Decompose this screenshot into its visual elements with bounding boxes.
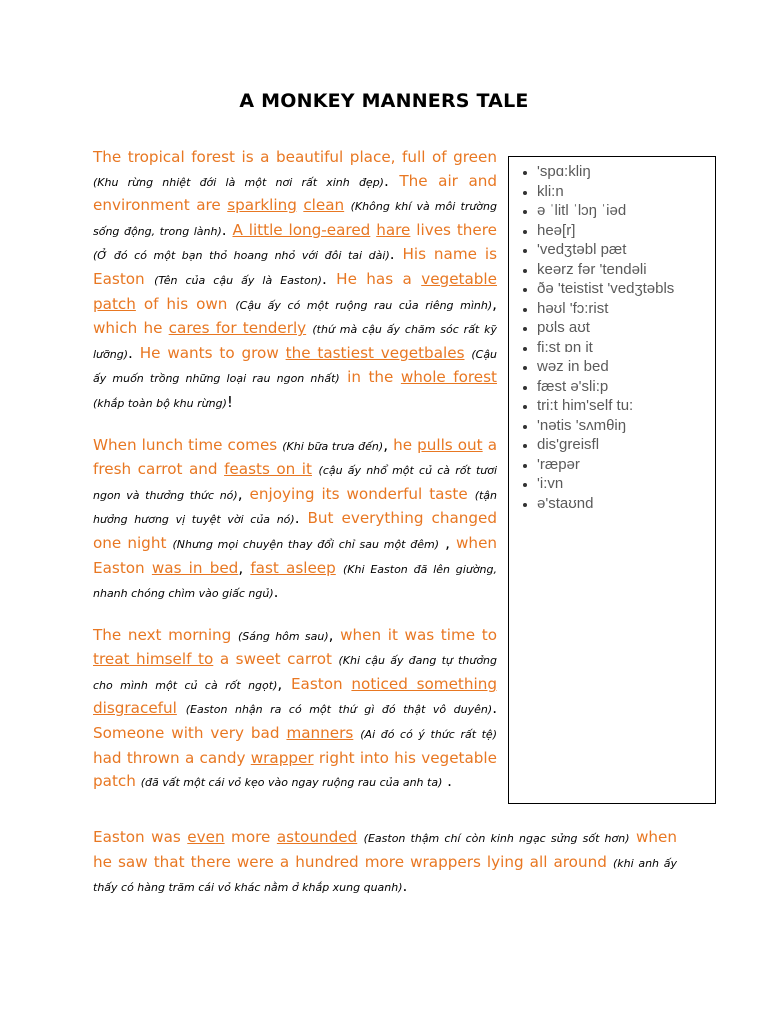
punct: . (294, 509, 300, 528)
text-run: when Easton (93, 533, 498, 577)
vocab-term: fast asleep (250, 558, 336, 577)
translation: (Nhưng mọi chuyện thay đổi chỉ sau một đêm) (172, 537, 439, 551)
vocab-term: was in bed (151, 558, 239, 577)
text-run: enjoying its wonderful taste (249, 484, 468, 503)
punct: , (277, 674, 283, 693)
text-run: Easton (290, 674, 343, 693)
translation: (Cậu ấy muốn trồng những loại rau ngon nhất) (93, 347, 498, 386)
vocab-term: noticed something (351, 674, 497, 693)
pronunciation-item: • 'ræpər (537, 455, 715, 475)
punct: , (383, 435, 389, 454)
pronunciation-item: • wəz in bed (537, 357, 715, 377)
punct: , (237, 484, 243, 503)
punct: . (321, 269, 327, 288)
pronunciation-item: • pʊls aʊt (537, 318, 715, 338)
pronunciation-item: • kli:n (537, 182, 715, 202)
vocab-term: cares for tenderly (168, 319, 307, 338)
punct: , (439, 533, 450, 552)
translation: (thứ mà cậu ấy chăm sóc rất kỹ lưỡng) (93, 323, 498, 361)
paragraph-3-continued (93, 826, 677, 900)
translation: (Ở đó có một bạn thỏ hoang nhỏ với đôi tai dài) (93, 249, 390, 263)
translation: (Tên của cậu ấy là Easton) (154, 273, 322, 287)
translation: (Khi bữa trưa đến) (282, 439, 384, 453)
paragraph-3 (93, 624, 497, 795)
text-run: a sweet carrot (219, 650, 332, 669)
translation: (khắp toàn bộ khu rừng) (93, 396, 227, 410)
translation: (cậu ấy nhổ một củ cà rốt tươi ngon và thưởng thức nó) (93, 464, 498, 502)
translation: (Easton nhận ra có một thứ gì đó thật vô duyên) (185, 703, 493, 717)
text-run: The tropical forest is a beautiful place, full of green (93, 148, 497, 166)
pronunciation-item: • 'vedʒtəbl pæt (537, 240, 715, 260)
vocab-term: feasts on it (224, 460, 312, 479)
vocab-term: even (187, 828, 225, 846)
pronunciation-item: • ə'staʊnd (537, 494, 715, 514)
translation: (khi anh ấy thấy có hàng trăm cái vỏ khác nằm ở khắp xung quanh) (93, 856, 678, 895)
text-run: when it was time to (340, 625, 497, 644)
punct: . (402, 877, 408, 896)
translation: (Khu rừng nhiệt đới là một nơi rất xinh đẹp) (93, 175, 384, 189)
paragraph-1 (93, 146, 497, 416)
vocab-term: sparkling (227, 196, 297, 215)
text-run: right into his vegetable patch (93, 748, 498, 791)
pronunciation-item: • həʊl 'fɔ:rist (537, 299, 715, 319)
vocab-term: manners (286, 724, 354, 743)
translation: (Ai đó có ý thức rất tệ) (360, 728, 497, 742)
text-run: He wants to grow (139, 343, 279, 362)
pronunciation-item: • fæst ə'sli:p (537, 377, 715, 397)
punct: . (442, 772, 453, 791)
punct: , (328, 625, 334, 644)
text-run: which he (93, 319, 163, 338)
paragraph-2 (93, 434, 497, 606)
translation: (đã vất một cái vỏ kẹo vào ngay ruộng rau của anh ta) (140, 776, 443, 790)
text-run: But everything changed one night (93, 509, 497, 552)
translation: (tận hưởng hương vị tuyệt vời của nó) (93, 488, 498, 527)
punct: , (492, 294, 497, 313)
pronunciation-item: • keərz fər 'tendəli (537, 260, 715, 280)
story-body-wide (93, 826, 677, 910)
pronunciation-item: • ə ˈlitl ˈlɔŋ ˈiəd (537, 201, 715, 221)
vocab-term: astounded (276, 828, 358, 846)
vocab-term: A little long-eared (232, 220, 371, 239)
punct: , (238, 558, 244, 577)
pronunciation-item: • dis'greisfl (537, 435, 715, 455)
text-run: The next morning (93, 625, 232, 644)
translation: (Khi Easton đã lên giường, nhanh chóng chìm vào giấc ngủ) (93, 562, 497, 601)
text-run: lives there (416, 220, 498, 239)
text-run: When lunch time comes (93, 435, 278, 454)
vocab-term: vegetable patch (93, 269, 498, 313)
pronunciation-item: • ðə 'teistist 'vedʒtəbls (537, 279, 715, 299)
vocab-term: treat himself to (93, 650, 214, 669)
vocab-term: wrapper (250, 748, 314, 767)
pronunciation-item: • tri:t him'self tu: (537, 396, 715, 416)
text-run: of his own (143, 294, 228, 313)
punct: . (221, 220, 227, 239)
pronunciation-list (509, 157, 715, 513)
text-run: in the (347, 368, 394, 387)
punct: . (492, 699, 498, 718)
pronunciation-item: • heə[r] (537, 221, 715, 241)
vocab-term: hare (376, 220, 411, 239)
text-run: His name is Easton (93, 245, 497, 288)
vocab-term: pulls out (417, 435, 483, 454)
punct: . (273, 583, 279, 602)
vocab-term: disgraceful (93, 699, 177, 718)
pronunciation-item: • 'nətis 'sʌmθiŋ (537, 416, 715, 436)
text-run: The air and environment are (93, 171, 498, 215)
text-run: He has a (336, 269, 412, 288)
text-run: had thrown a candy (93, 748, 246, 767)
punct: . (389, 245, 395, 264)
text-run: Easton was (93, 828, 181, 846)
text-run: more (231, 828, 271, 846)
text-run: a fresh carrot and (93, 435, 497, 479)
text-run: he (393, 435, 413, 454)
punct: ! (226, 392, 233, 411)
pronunciation-item: • fi:st ɒn it (537, 338, 715, 358)
story-body (93, 146, 497, 805)
story-title: A MONKEY MANNERS TALE (239, 90, 529, 112)
translation: (Cậu ấy có một ruộng rau của riêng mình) (235, 298, 493, 312)
pronunciation-item: • 'spɑ:kliŋ (537, 162, 715, 182)
text-run: Someone with very bad (93, 724, 280, 743)
pronunciation-item: • 'i:vn (537, 474, 715, 494)
translation: (Khi cậu ấy đang tự thưởng cho mình một củ cà rốt ngọt) (93, 654, 498, 692)
translation: (Easton thậm chí còn kinh ngạc sửng sốt hơn) (363, 832, 630, 845)
punct: . (128, 343, 133, 362)
vocab-term: clean (303, 196, 345, 215)
vocab-term: whole forest (400, 368, 497, 387)
translation: (Sáng hôm sau) (237, 629, 329, 643)
text-run: when he saw that there were a hundred more wrappers lying all around (93, 828, 678, 871)
pronunciation-box (508, 156, 716, 804)
punct: . (383, 171, 389, 190)
vocab-term: the tastiest vegetbales (285, 343, 465, 362)
translation: (Không khí và môi trường sống động, trong lành) (93, 200, 497, 238)
